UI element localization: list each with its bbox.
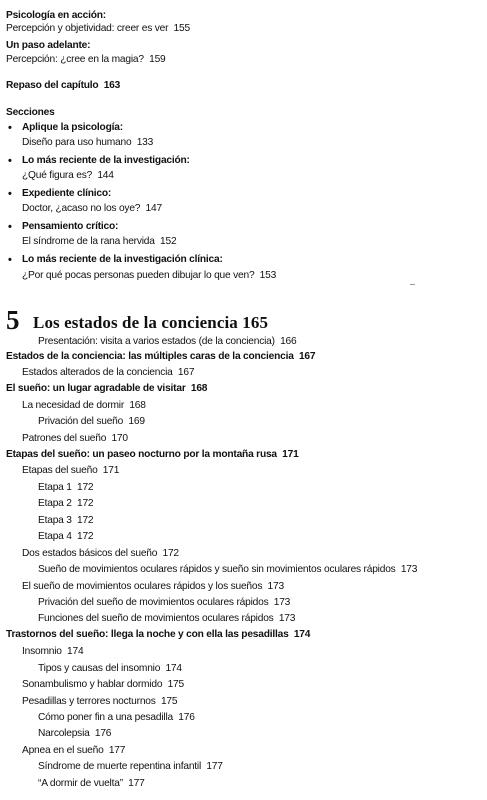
toc-entry-text: Tipos y causas del insomnio: [38, 663, 161, 674]
toc-page-number: 172: [77, 498, 94, 509]
toc-section-entry: [6, 449, 299, 461]
toc-section-heading: [22, 254, 223, 266]
toc-page-number: 133: [136, 137, 154, 148]
toc-entry: [22, 581, 284, 593]
toc-entry: [38, 663, 182, 675]
toc-entry: [22, 433, 128, 445]
toc-page-number: 173: [267, 581, 284, 592]
toc-page-number: 172: [77, 531, 94, 542]
toc-entry: [38, 336, 297, 348]
toc-entry: [38, 761, 223, 773]
toc-section-entry: [6, 351, 315, 363]
toc-heading-psicologia-en-accion: [6, 10, 106, 22]
toc-entry-text: Patrones del sueño: [22, 433, 107, 444]
toc-page-number: 167: [177, 367, 195, 378]
toc-entry-text: Etapas del sueño: [22, 465, 98, 476]
page-mark: [410, 284, 415, 285]
toc-entry: [6, 23, 190, 35]
toc-entry-text: Sonambulismo y hablar dormido: [22, 679, 163, 690]
bullet-icon: •: [8, 221, 12, 233]
toc-page-number: 174: [293, 629, 311, 640]
toc-page-number: 177: [108, 745, 126, 756]
toc-section-heading: [22, 122, 123, 134]
toc-heading-text: Psicología en acción:: [6, 10, 106, 21]
toc-entry: [38, 482, 93, 494]
toc-page-number: 176: [178, 712, 195, 723]
toc-entry: [38, 498, 93, 510]
toc-entry-text: Funciones del sueño de movimientos oculares rápidos: [38, 613, 274, 624]
toc-entry-text: El sueño: un lugar agradable de visitar: [6, 383, 186, 394]
toc-entry: [22, 170, 114, 182]
toc-entry-text: Apnea en el sueño: [22, 745, 104, 756]
toc-entry: [22, 367, 194, 379]
toc-section-entry: [6, 383, 207, 395]
toc-heading-secciones: [6, 107, 55, 119]
toc-page-number: 175: [160, 696, 178, 707]
bullet-icon: •: [8, 155, 12, 167]
toc-page-number: 173: [273, 597, 291, 608]
toc-entry-text: Síndrome de muerte repentina infantil: [38, 761, 202, 772]
toc-entry: [22, 745, 125, 757]
toc-entry-text: ¿Qué figura es?: [22, 170, 93, 181]
chapter-title: [33, 313, 268, 333]
chapter-title-text: Los estados de la conciencia: [33, 313, 238, 332]
toc-entry: [6, 54, 166, 66]
toc-page-number: 172: [77, 482, 94, 493]
toc-entry: [22, 679, 184, 691]
toc-entry-text: Doctor, ¿acaso no los oye?: [22, 203, 141, 214]
toc-heading-text: Lo más reciente de la investigación:: [22, 155, 190, 166]
toc-heading-text: Expediente clínico:: [22, 188, 112, 199]
toc-heading-text: Aplique la psicología:: [22, 122, 123, 133]
toc-entry-text: Insomnio: [22, 646, 62, 657]
toc-page-number: 166: [280, 336, 297, 347]
toc-entry: [38, 728, 111, 740]
toc-page-number: 147: [145, 203, 162, 214]
toc-page-number: 167: [298, 351, 316, 362]
toc-entry: [38, 613, 295, 625]
toc-heading-text: Pensamiento crítico:: [22, 221, 119, 232]
toc-entry: [22, 646, 83, 658]
toc-entry-text: Percepción: ¿cree en la magia?: [6, 54, 144, 65]
toc-entry-text: Pesadillas y terrores nocturnos: [22, 696, 156, 707]
toc-entry-text: Estados alterados de la conciencia: [22, 367, 173, 378]
toc-page-number: 177: [128, 778, 145, 789]
toc-entry-text: Presentación: visita a varios estados (de la conciencia): [38, 336, 275, 347]
toc-entry: [38, 597, 290, 609]
toc-page-number: 172: [77, 515, 94, 526]
toc-entry: [22, 137, 153, 149]
bullet-icon: •: [8, 188, 12, 200]
toc-entry-text: El sueño de movimientos oculares rápidos y los sueños: [22, 581, 263, 592]
toc-entry-text: Etapa 4: [38, 531, 72, 542]
toc-entry: [38, 778, 145, 790]
toc-page-number: 163: [103, 80, 121, 91]
toc-page-number: 173: [278, 613, 296, 624]
toc-page-number: 177: [206, 761, 223, 772]
chapter-page-number: 165: [242, 313, 269, 332]
toc-page-number: 153: [259, 270, 277, 281]
toc-entry: [22, 203, 162, 215]
toc-entry: [38, 564, 417, 576]
toc-entry-text: Privación del sueño: [38, 416, 124, 427]
toc-entry-text: Etapa 3: [38, 515, 72, 526]
toc-entry: [22, 465, 119, 477]
toc-section-heading: [22, 155, 190, 167]
toc-entry-text: Percepción y objetividad: creer es ver: [6, 23, 169, 34]
toc-entry: [22, 400, 146, 412]
bullet-icon: •: [8, 122, 12, 134]
toc-page-number: 176: [94, 728, 112, 739]
toc-entry: [38, 712, 195, 724]
toc-entry-text: Etapas del sueño: un paseo nocturno por la montaña rusa: [6, 449, 277, 460]
toc-section-heading: [22, 221, 118, 233]
toc-entry-text: Sueño de movimientos oculares rápidos y sueño sin movimientos oculares rápidos: [38, 564, 396, 575]
bullet-icon: •: [8, 254, 12, 266]
toc-entry: [22, 696, 177, 708]
toc-entry-text: “A dormir de vuelta”: [38, 778, 123, 789]
toc-page-number: 171: [102, 465, 120, 476]
toc-entry-repaso: [6, 80, 120, 92]
toc-page-number: 174: [165, 663, 182, 674]
toc-entry-text: ¿Por qué pocas personas pueden dibujar lo que ven?: [22, 270, 255, 281]
toc-page-number: 152: [160, 236, 177, 247]
toc-entry-text: Estados de la conciencia: las múltiples caras de la conciencia: [6, 351, 294, 362]
chapter-number: 5: [6, 305, 20, 335]
toc-heading-text: Secciones: [6, 107, 55, 118]
toc-entry-text: Cómo poner fin a una pesadilla: [38, 712, 174, 723]
toc-section-heading: [22, 188, 111, 200]
toc-entry-text: Repaso del capítulo: [6, 80, 99, 91]
toc-page-number: 168: [190, 383, 208, 394]
toc-entry-text: Etapa 2: [38, 498, 72, 509]
toc-entry: [22, 236, 176, 248]
toc-heading-un-paso-adelante: [6, 40, 90, 52]
toc-page-number: 174: [67, 646, 84, 657]
toc-page-number: 155: [173, 23, 190, 34]
toc-page-number: 173: [400, 564, 418, 575]
toc-page-number: 171: [282, 449, 299, 460]
toc-entry-text: Diseño para uso humano: [22, 137, 132, 148]
toc-entry-text: Dos estados básicos del sueño: [22, 548, 158, 559]
toc-entry: [38, 416, 145, 428]
toc-page-number: 159: [149, 54, 166, 65]
toc-page-number: 144: [97, 170, 114, 181]
toc-entry-text: Trastornos del sueño: llega la noche y con ella las pesadillas: [6, 629, 289, 640]
toc-entry-text: Etapa 1: [38, 482, 72, 493]
toc-page-number: 172: [162, 548, 179, 559]
toc-entry-text: Privación del sueño de movimientos oculares rápidos: [38, 597, 269, 608]
toc-entry: [38, 515, 93, 527]
toc-heading-text: Lo más reciente de la investigación clínica:: [22, 254, 223, 265]
toc-entry-text: Narcolepsia: [38, 728, 90, 739]
toc-entry: [38, 531, 93, 543]
toc-heading-text: Un paso adelante:: [6, 40, 91, 51]
toc-entry: [22, 548, 179, 560]
toc-page-number: 170: [111, 433, 128, 444]
toc-entry: [22, 270, 276, 282]
toc-page-number: 169: [128, 416, 145, 427]
toc-entry-text: El síndrome de la rana hervida: [22, 236, 155, 247]
toc-entry-text: La necesidad de dormir: [22, 400, 125, 411]
toc-page-number: 168: [129, 400, 146, 411]
toc-page-number: 175: [167, 679, 184, 690]
toc-section-entry: [6, 629, 310, 641]
